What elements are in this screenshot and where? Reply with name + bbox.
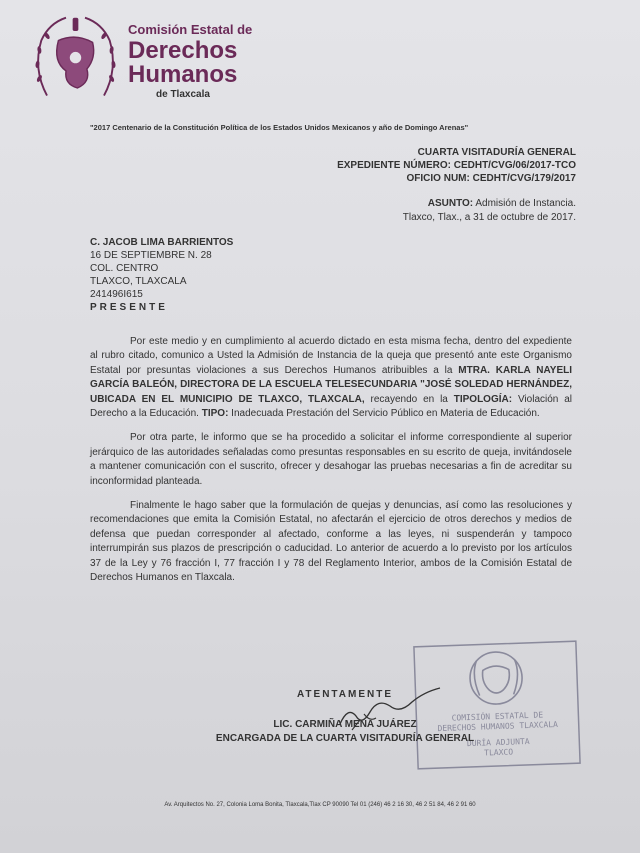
paragraph-1 [90,335,572,421]
paragraph-2: Por otra parte, le informo que se ha procedido a solicitar el informe correspondiente al superior jerárquico de las autoridades señaladas como presuntas responsables en su escrito de queja, invitándosele a mantener comunicación con el suscrito, ofrecer y desahogar las pruebas necesarias a fin de acreditar su inconformidad planteada. [90,432,572,487]
signer-role: ENCARGADA DE LA CUARTA VISITADURÍA GENERAL [215,733,475,744]
stamp-line3: DURÍA ADJUNTA [466,736,530,749]
org-name-line1: Comisión Estatal de [128,22,253,37]
subject-value: Admisión de Instancia. [475,198,576,209]
p1-respondent: MTRA. KARLA NAYELI GARCÍA BALEÓN, DIRECTORA DE LA ESCUELA TELESECUNDARIA "JOSÉ SOLEDAD HERNÁNDEZ, UBICADA EN EL MUNICIPIO DE TLAXCO, TLAXCALA, [90,364,572,405]
p1-tipo-value: Inadecuada Prestación del Servicio Público en Materia de Educación. [228,408,540,420]
greeting: PRESENTE [90,302,168,313]
stamp-line2: DERECHOS HUMANOS TLAXCALA [437,719,559,734]
subject-label: ASUNTO: [427,198,474,209]
p1-text-a: Por este medio y en cumplimiento al acuerdo dictado en esta misma fecha, dentro del expediente al rubro citado, comunico a Usted la Admisión de Instancia de la queja que presentó ante este Organismo Estatal por presuntas violaciones a sus Derechos Humanos atribuibles a la [90,336,572,376]
org-name-line2: Derechos [128,37,238,64]
p1-text-c: recayendo en la [364,393,454,405]
paragraph-3: Finalmente le hago saber que la formulación de quejas y denuncias, así como las resoluciones y recomendaciones que emita la Comisión Estatal, no afectarán el ejercicio de otros derechos y medios de defensa que puedan corresponder al afectado, conforme a las leyes, ni suspenderán y tampoco interrumpirán sus plazos de prescripción o caducidad. Lo anterior de acuerdo a lo previsto por los artículos 37 de la Ley y 76 fracción I, 77 fracción I y 78 del Reglamento Interior, ambos de la Comisión Estatal de Derechos Humanos en Tlaxcala. [90,500,572,584]
oficio-number: OFICIO NUM: CEDHT/CVG/179/2017 [406,173,576,184]
recipient-name: C. JACOB LIMA BARRIENTOS [90,237,234,248]
p1-tipo-label: TIPO: [201,408,229,420]
file-reference-block [337,146,576,185]
p1-tipologia-value: Violación al Derecho a la Educación. [90,393,572,420]
recipient-phone: 241496I615 [90,289,143,300]
org-name-line3: Humanos [128,61,238,88]
p1-tipologia-label: TIPOLOGÍA: [453,393,513,405]
organization-name [128,22,252,100]
org-name-line4: de Tlaxcala [156,89,210,100]
subject-block [403,197,576,225]
recipient-colony: COL. CENTRO [90,263,159,274]
recipient-city: TLAXCO, TLAXCALA [90,276,187,287]
footer-address: Av. Arquitectos No. 27, Colonia Loma Bonita, Tlaxcala,Tlax CP 90090 Tel 01 (246) 46 2 16 30, 46 2 51 84, 46 2 91 60 [164,802,476,808]
stamp-line1: COMISIÓN ESTATAL DE [451,710,544,723]
letter-body [90,335,572,596]
place-date: Tlaxco, Tlax., a 31 de octubre de 2017. [402,212,576,223]
signer-name: LIC. CARMIÑA MENA JUÁREZ [273,719,417,730]
expediente-number: EXPEDIENTE NÚMERO: CEDHT/CVG/06/2017-TCO [337,160,576,171]
office-name: CUARTA VISITADURÍA GENERAL [417,147,576,158]
recipient-street: 16 DE SEPTIEMBRE N. 28 [90,250,212,261]
closing-text: ATENTAMENTE [296,689,394,700]
recipient-block [90,236,233,314]
cedh-emblem-logo [28,12,123,107]
signature-block [205,688,485,746]
year-motto: "2017 Centenario de la Constitución Política de los Estados Unidos Mexicanos y año de Domingo Arenas" [90,123,469,132]
stamp-line4: TLAXCO [484,747,514,758]
